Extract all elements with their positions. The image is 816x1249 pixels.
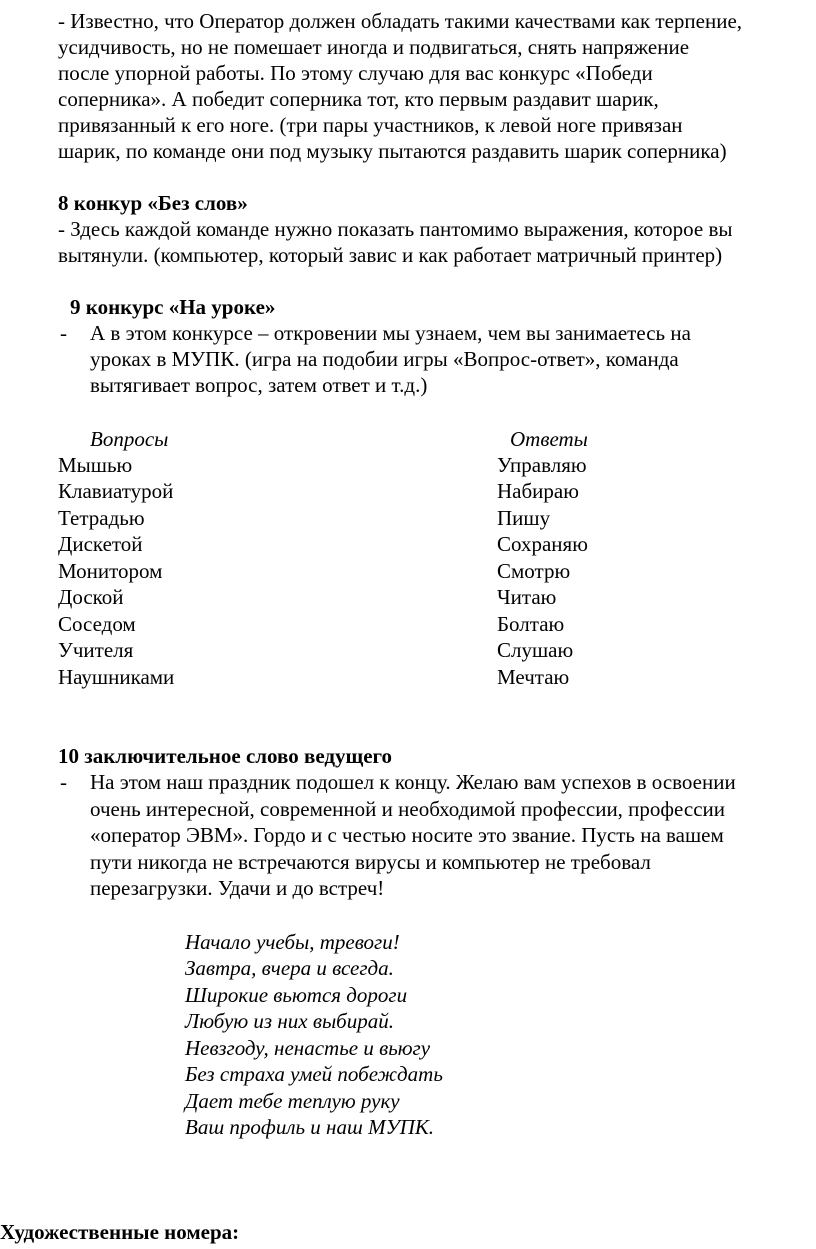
contest10-dash: -	[60, 770, 67, 794]
answer-item: Набираю	[497, 479, 579, 503]
contest8-line: вытянули. (компьютер, который завис и как работает матричный принтер)	[58, 243, 723, 267]
intro-line: - Известно, что Оператор должен обладать такими качествами как терпение,	[58, 9, 743, 33]
contest10-line: На этом наш праздник подошел к концу. Желаю вам успехов в освоении	[90, 770, 736, 794]
question-item: Дискетой	[58, 532, 143, 556]
contest10-line: пути никогда не встречаются вирусы и компьютер не требовал	[90, 850, 651, 874]
poem-line: Ваш профиль и наш МУПК.	[185, 1115, 435, 1139]
contest9-dash: -	[60, 321, 67, 345]
poem-line: Дает тебе теплую руку	[185, 1089, 400, 1113]
answer-item: Пишу	[497, 506, 551, 530]
poem-line: Любую из них выбирай.	[185, 1009, 394, 1033]
intro-line: соперника». А победит соперника тот, кто первым раздавит шарик,	[58, 87, 659, 111]
answer-item: Смотрю	[497, 559, 571, 583]
intro-line: усидчивость, но не помешает иногда и подвигаться, снять напряжение	[58, 35, 690, 59]
intro-line: привязанный к его ноге. (три пары участников, к левой ноге привязан	[58, 113, 683, 137]
contest10-line: очень интересной, современной и необходимой профессии, профессии	[90, 797, 725, 821]
question-item: Монитором	[58, 559, 163, 583]
poem-line: Завтра, вчера и всегда.	[185, 956, 394, 980]
contest10-line: «оператор ЭВМ». Гордо и с честью носите это звание. Пусть на вашем	[90, 823, 724, 847]
contest10-heading: 10 заключительное слово ведущего	[58, 744, 393, 768]
answer-item: Мечтаю	[497, 665, 570, 689]
question-item: Клавиатурой	[58, 479, 174, 503]
question-item: Тетрадью	[58, 506, 145, 530]
poem-line: Начало учебы, тревоги!	[185, 930, 400, 954]
questions-header: Вопросы	[90, 427, 169, 451]
answer-item: Болтаю	[497, 612, 565, 636]
answers-header: Ответы	[510, 427, 588, 451]
contest10-line: перезагрузки. Удачи и до встреч!	[90, 876, 385, 900]
question-item: Соседом	[58, 612, 136, 636]
footer-heading: Художественные номера:	[0, 1220, 240, 1244]
answer-item: Слушаю	[497, 638, 574, 662]
question-item: Наушниками	[58, 665, 175, 689]
intro-line: после упорной работы. По этому случаю для вас конкурс «Победи	[58, 61, 653, 85]
question-item: Мышью	[58, 453, 133, 477]
contest9-line: уроках в МУПК. (игра на подобии игры «Вопрос-ответ», команда	[90, 347, 679, 371]
poem-line: Без страха умей побеждать	[185, 1062, 443, 1086]
contest9-heading: 9 конкурс «На уроке»	[70, 295, 276, 319]
contest9-line: А в этом конкурсе – откровении мы узнаем, чем вы занимаетесь на	[90, 321, 691, 345]
poem-line: Широкие вьются дороги	[185, 983, 408, 1007]
answer-item: Читаю	[497, 585, 557, 609]
intro-line: шарик, по команде они под музыку пытаются раздавить шарик соперника)	[58, 139, 727, 163]
question-item: Доской	[58, 585, 124, 609]
contest8-line: - Здесь каждой команде нужно показать пантомимо выражения, которое вы	[58, 217, 733, 241]
contest9-line: вытягивает вопрос, затем ответ и т.д.)	[90, 373, 428, 397]
answer-item: Управляю	[497, 453, 587, 477]
contest8-heading: 8 конкур «Без слов»	[58, 191, 248, 215]
answer-item: Сохраняю	[497, 532, 588, 556]
question-item: Учителя	[58, 638, 134, 662]
poem-line: Невзгоду, ненастье и вьюгу	[185, 1036, 431, 1060]
